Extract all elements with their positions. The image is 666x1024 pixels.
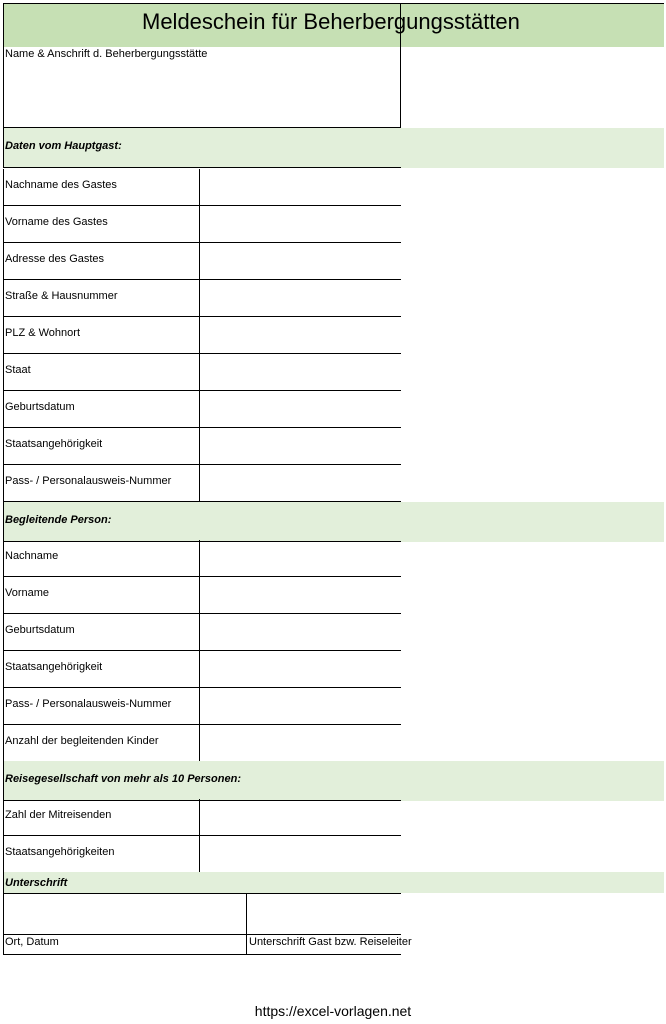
form-row-label: PLZ & Wohnort xyxy=(5,327,80,339)
section-companion xyxy=(3,502,664,542)
form-row xyxy=(3,725,401,762)
form-row-label: Nachname xyxy=(5,550,59,562)
section-signature-heading: Unterschrift xyxy=(5,877,68,889)
form-row-value-field[interactable] xyxy=(200,206,401,242)
form-row xyxy=(3,836,401,873)
form-row-value-field[interactable] xyxy=(200,577,401,613)
form-row-value-field[interactable] xyxy=(200,614,401,650)
form-row-value-field[interactable] xyxy=(200,540,401,576)
form-row xyxy=(3,354,401,391)
form-row xyxy=(3,243,401,280)
form-row-value-field[interactable] xyxy=(200,354,401,390)
form-row xyxy=(3,280,401,317)
form-row-value-field[interactable] xyxy=(200,391,401,427)
form-row xyxy=(3,540,401,577)
form-row-label: Staatsangehörigkeit xyxy=(5,661,103,673)
form-row-label: Pass- / Personalausweis-Nummer xyxy=(5,698,172,710)
form-row-label: Nachname des Gastes xyxy=(5,179,117,191)
form-row xyxy=(3,614,401,651)
form-row-value-field[interactable] xyxy=(200,725,401,761)
form-row-label: Geburtsdatum xyxy=(5,401,75,413)
form-row xyxy=(3,428,401,465)
form-row-label: Anzahl der begleitenden Kinder xyxy=(5,735,159,747)
form-row xyxy=(3,169,401,206)
form-row-label: Adresse des Gastes xyxy=(5,253,105,265)
form-row xyxy=(3,799,401,836)
form-row-value-field[interactable] xyxy=(200,799,401,835)
form-row-label: Straße & Hausnummer xyxy=(5,290,118,302)
title-cell xyxy=(3,3,520,47)
form-row-value-field[interactable] xyxy=(200,688,401,724)
form-row-label: Staat xyxy=(5,364,31,376)
guest-signature-label: Unterschrift Gast bzw. Reiseleiter xyxy=(249,936,412,948)
signature-box xyxy=(3,893,412,955)
form-row xyxy=(3,465,401,502)
form-row-value-field[interactable] xyxy=(200,465,401,501)
form-row-value-field[interactable] xyxy=(200,428,401,464)
form-row xyxy=(3,688,401,725)
form-row-value-field[interactable] xyxy=(200,317,401,353)
form-row-value-field[interactable] xyxy=(200,280,401,316)
form-row xyxy=(3,577,401,614)
section-main-guest xyxy=(3,128,664,168)
form-row-label: Geburtsdatum xyxy=(5,624,75,636)
place-date-label: Ort, Datum xyxy=(5,936,59,948)
page-title: Meldeschein für Beherbergungsstätten xyxy=(142,9,520,34)
form-row xyxy=(3,651,401,688)
signature-line xyxy=(4,934,401,935)
section-main-guest-heading: Daten vom Hauptgast: xyxy=(5,140,122,152)
establishment-label: Name & Anschrift d. Beherbergungsstätte xyxy=(5,48,208,60)
form-row-value-field[interactable] xyxy=(200,169,401,205)
signature-divider xyxy=(246,894,247,954)
section-companion-heading: Begleitende Person: xyxy=(5,514,112,526)
form-row-label: Zahl der Mitreisenden xyxy=(5,809,112,821)
section-signature xyxy=(3,872,664,893)
form-row xyxy=(3,206,401,243)
footer-url: https://excel-vorlagen.net xyxy=(254,1003,412,1019)
form-row-value-field[interactable] xyxy=(200,243,401,279)
form-row xyxy=(3,317,401,354)
form-row-label: Vorname xyxy=(5,587,50,599)
form-row-label: Staatsangehörigkeiten xyxy=(5,846,115,858)
establishment-field[interactable] xyxy=(3,46,401,128)
form-row xyxy=(3,391,401,428)
section-group xyxy=(3,761,664,801)
form-row-label: Staatsangehörigkeit xyxy=(5,438,103,450)
form-row-value-field[interactable] xyxy=(200,651,401,687)
form-row-label: Pass- / Personalausweis-Nummer xyxy=(5,475,172,487)
form-row-value-field[interactable] xyxy=(200,836,401,872)
form-row-label: Vorname des Gastes xyxy=(5,216,108,228)
section-group-heading: Reisegesellschaft von mehr als 10 Personen: xyxy=(5,773,241,785)
